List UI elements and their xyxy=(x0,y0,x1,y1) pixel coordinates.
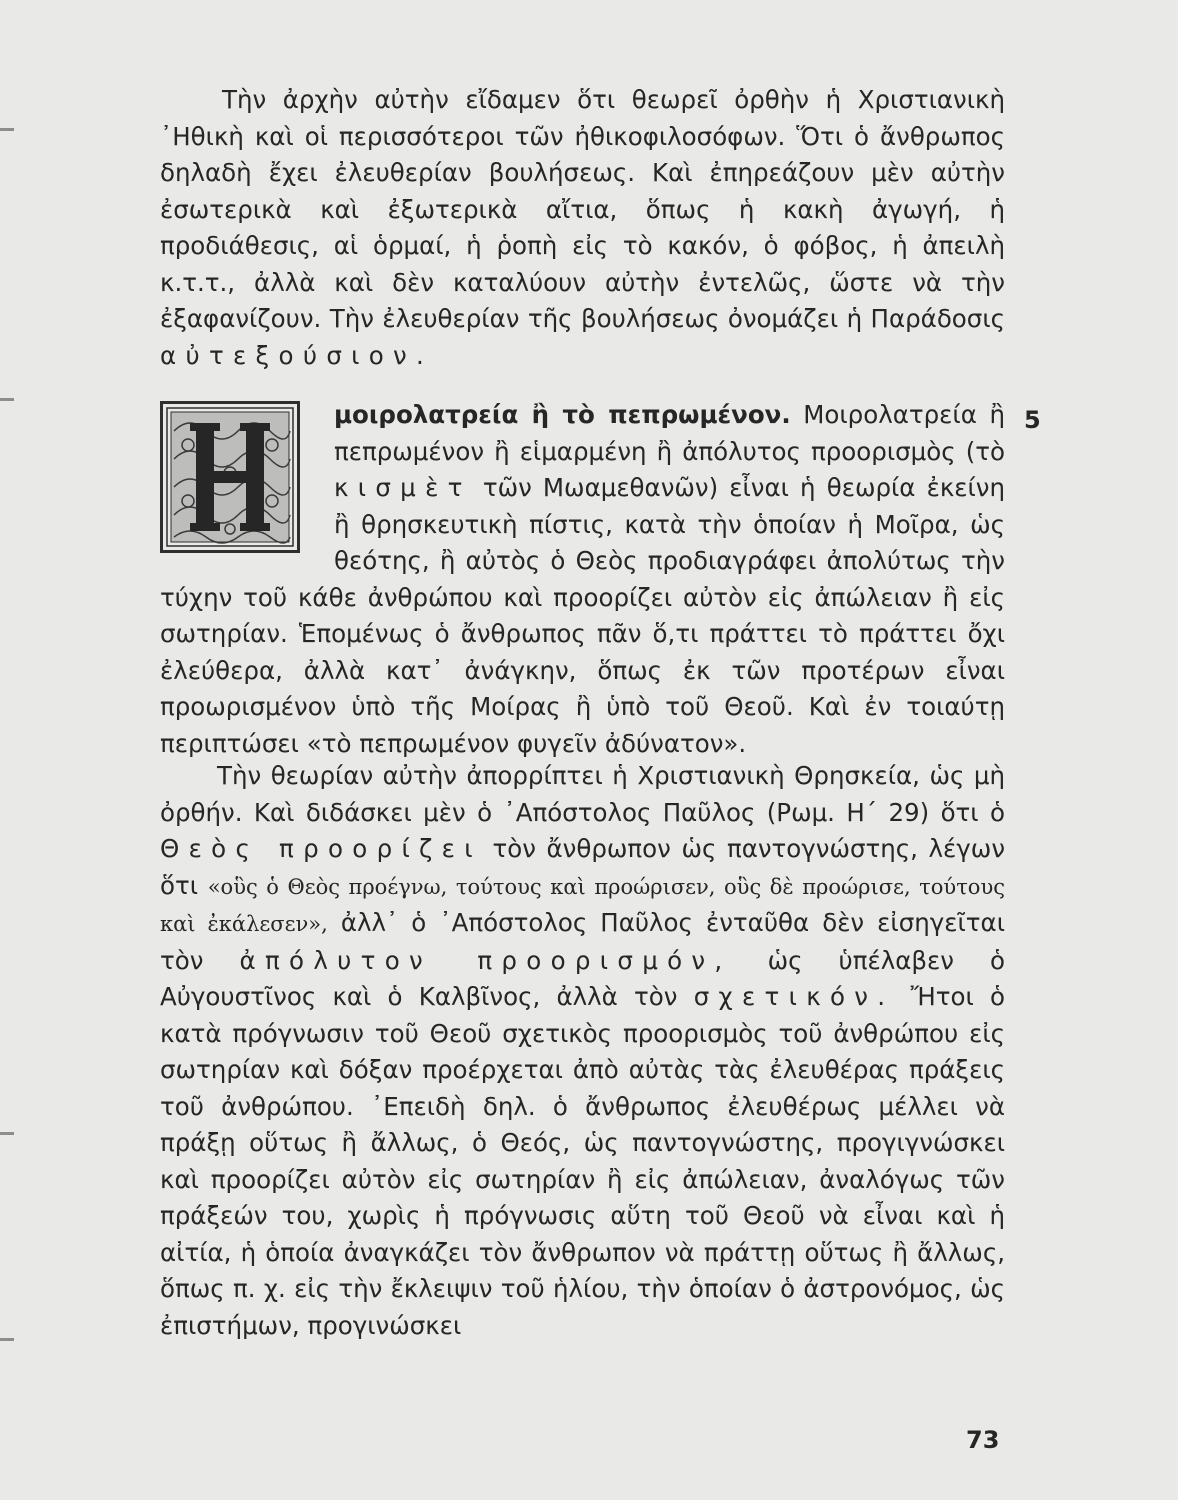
paragraph-1-text: Τὴν ἀρχὴν αὐτὴν εἴδαμεν ὅτι θεωρεῖ ὀρθὴν ἡ Χριστιανικὴ ᾿Ηθικὴ καὶ οἱ περισσότεροι τῶν ἠθικοφιλοσόφων. Ὅτι ὁ ἄνθρωπος δηλαδὴ ἔχει ἐλευθερίαν βουλήσεως. Καὶ ἐπηρεάζουν μὲν αὐτὴν ἐσωτερικὰ καὶ ἐξωτερικὰ αἴτια, ὅπως ἡ κακὴ ἀγωγή, ἡ προδιάθεσις, αἱ ὁρμαί, ἡ ῥοπὴ εἰς τὸ κακόν, ὁ φόβος, ἡ ἀπειλὴ κ.τ.τ., ἀλλὰ καὶ δὲν καταλύουν αὐτὴν ἐντελῶς, ὥστε νὰ τὴν ἐξαφανίζουν. Τὴν ἐλευθερίαν τῆς βουλήσεως ὀνομάζει ἡ Παράδοσις xyxy=(160,85,1005,333)
paragraph-2-text: τῶν Μωαμεθανῶν) εἶναι ἡ θεωρία ἐκείνη ἢ θρησκευτικὴ πίστις, κατὰ τὴν ὁποίαν ἡ Μοῖρα, ὡς θεότης, ἢ αὐτὸς ὁ Θεὸς προδιαγράφει ἀπολύτως τὴν τύχην τοῦ κάθε ἀνθρώπου καὶ προορίζει αὐτὸν εἰς ἀπώλειαν ἢ εἰς σωτηρίαν. Ἑπομένως ὁ ἄνθρωπος πᾶν ὅ,τι πράττει τὸ πράττει ὄχι ἐλεύθερα, ἀλλὰ κατ᾿ ἀνάγκην, ὅπως ἐκ τῶν προτέρων εἶναι προωρισμένον ὑπὸ τῆς Μοίρας ἢ ὑπὸ τοῦ Θεοῦ. Καὶ ἐν τοιαύτῃ περιπτώσει «τὸ πεπρωμένον φυγεῖν ἀδύνατον». xyxy=(160,473,1006,758)
emphasized-term: ἀπόλυτον προορισμόν, xyxy=(239,945,732,975)
paragraph-1 xyxy=(160,82,1005,374)
binding-mark xyxy=(0,398,14,401)
paragraph-3-text: τὸν ἄνθρωπον ὡς παντογνώστης, λέγων ὅτι xyxy=(160,834,1006,900)
emphasized-term: Θεὸς προορίζει xyxy=(160,834,482,863)
binding-mark xyxy=(0,128,14,131)
page-number: 73 xyxy=(966,1426,1000,1454)
scripture-quote: «οὓς ὁ Θεὸς προέγνω, τούτους καὶ προώρισεν, οὓς δὲ προώρισε, τούτους καὶ ἐκάλεσεν», xyxy=(160,874,1005,936)
paragraph-2 xyxy=(160,397,1005,762)
paragraph-3 xyxy=(160,758,1005,1344)
emphasized-term: σχετικόν. xyxy=(693,982,895,1011)
paragraph-2-text: Μοιρολατρεία ἢ πεπρωμένον ἢ εἱμαρμένη ἢ ἀπόλυτος προορισμὸς (τὸ xyxy=(334,400,1005,466)
emphasized-term: κισμὲτ xyxy=(334,473,472,502)
section-heading: μοιρολατρεία ἢ τὸ πεπρωμένον. xyxy=(334,400,791,429)
paragraph-3-text: Τὴν θεωρίαν αὐτὴν ἀπορρίπτει ἡ Χριστιανικὴ Θρησκεία, ὡς μὴ ὀρθήν. Καὶ διδάσκει μὲν ὁ ᾿Απόστολος Παῦλος (Ρωμ. Η΄ 29) ὅτι ὁ xyxy=(160,761,1005,827)
binding-mark xyxy=(0,1132,14,1135)
margin-number: 5 xyxy=(1024,406,1041,434)
binding-mark xyxy=(0,1338,14,1341)
emphasized-term: αὐτεξούσιον. xyxy=(160,340,434,370)
paragraph-3-text: Ἤτοι ὁ κατὰ πρόγνωσιν τοῦ Θεοῦ σχετικὸς προορισμὸς τοῦ ἀνθρώπου εἰς σωτηρίαν καὶ δόξαν προέρχεται ἀπὸ αὐτὰς τὰς ἐλευθέρας πράξεις τοῦ ἀνθρώπου. ᾿Επειδὴ δηλ. ὁ ἄνθρωπος ἐλευθέρως μέλλει νὰ πράξῃ οὕτως ἢ ἄλλως, ὁ Θεός, ὡς παντογνώστης, προγιγνώσκει καὶ προορίζει αὐτὸν εἰς σωτηρίαν ἢ εἰς ἀπώλειαν, ἀναλόγως τῶν πράξεών του, χωρὶς ἡ πρόγνωσις αὕτη τοῦ Θεοῦ νὰ εἶναι καὶ ἡ αἰτία, ἡ ὁποία ἀναγκάζει τὸν ἄνθρωπον νὰ πράττῃ οὕτως ἢ ἄλλως, ὅπως π. χ. εἰς τὴν ἔκλειψιν τοῦ ἡλίου, τὴν ὁποίαν ὁ ἀστρονόμος, ὡς ἐπιστήμων, προγινώσκει xyxy=(160,982,1005,1340)
ornamental-initial-eta-icon xyxy=(160,401,300,553)
paragraph-3-text: ἀλλ᾿ ὁ ᾿Απόστολος Παῦλος ἐνταῦθα δὲν εἰσηγεῖται τὸν xyxy=(160,908,1005,975)
paragraph-3-text: ὡς ὑπέλαβεν ὁ Αὐγουστῖνος καὶ ὁ Καλβῖνος, ἀλλὰ τὸν xyxy=(160,945,1005,1011)
